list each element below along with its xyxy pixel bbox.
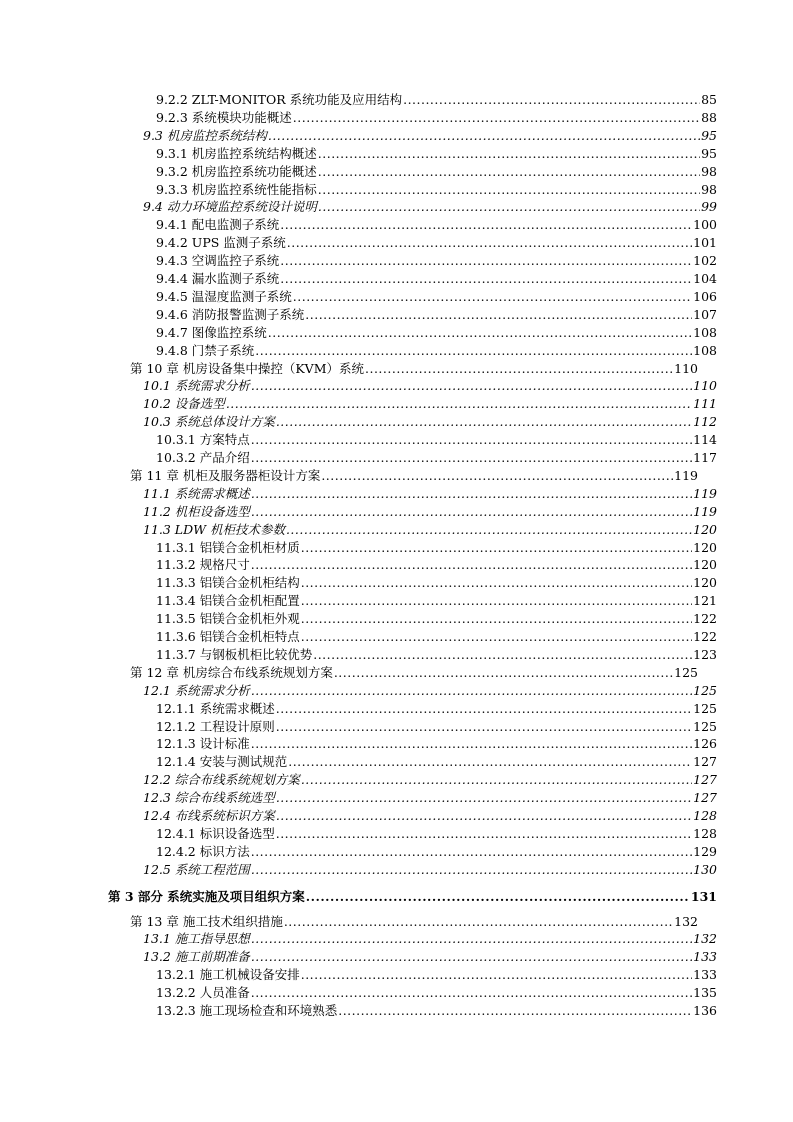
toc-entry-page: 104 bbox=[693, 271, 717, 286]
toc-leader-dots bbox=[251, 504, 692, 520]
toc-entry[interactable] bbox=[156, 985, 717, 1001]
toc-leader-dots bbox=[288, 754, 692, 770]
toc-entry[interactable] bbox=[130, 468, 698, 484]
toc-leader-dots bbox=[268, 128, 700, 144]
toc-leader-dots bbox=[313, 647, 692, 663]
toc-entry[interactable] bbox=[156, 271, 717, 287]
toc-entry[interactable] bbox=[156, 146, 717, 162]
toc-entry-title: 13.2.1 施工机械设备安排 bbox=[156, 967, 300, 983]
toc-entry-page: 119 bbox=[674, 467, 698, 483]
toc-entry-page: 127 bbox=[693, 754, 717, 770]
toc-leader-dots bbox=[301, 611, 692, 627]
toc-entry[interactable] bbox=[156, 307, 717, 323]
toc-entry-title: 10.3.2 产品介绍 bbox=[156, 450, 250, 465]
toc-entry-page: 110 bbox=[674, 360, 698, 376]
toc-entry[interactable] bbox=[156, 450, 717, 466]
toc-entry-page: 114 bbox=[693, 432, 717, 448]
toc-entry-page: 111 bbox=[693, 396, 717, 412]
toc-entry-title: 9.4.8 门禁子系统 bbox=[156, 342, 255, 358]
toc-leader-dots bbox=[251, 949, 692, 965]
toc-entry-title: 12.2 综合布线系统规划方案 bbox=[143, 772, 300, 788]
toc-entry[interactable] bbox=[156, 647, 717, 663]
toc-entry[interactable] bbox=[156, 253, 717, 269]
toc-leader-dots bbox=[251, 683, 692, 699]
toc-entry-title: 11.3.6 铝镁合金机柜特点 bbox=[156, 629, 300, 644]
toc-entry[interactable] bbox=[156, 575, 717, 591]
toc-entry[interactable] bbox=[156, 754, 717, 770]
toc-entry-page: 131 bbox=[690, 888, 717, 904]
toc-leader-dots bbox=[251, 844, 692, 860]
toc-leader-dots bbox=[251, 432, 692, 448]
toc-entry[interactable] bbox=[143, 931, 717, 947]
toc-entry-title: 12.1.2 工程设计原则 bbox=[156, 718, 275, 734]
toc-entry-title: 9.3.1 机房监控系统结构概述 bbox=[156, 145, 317, 161]
toc-leader-dots bbox=[226, 396, 692, 412]
toc-leader-dots bbox=[251, 985, 692, 1001]
toc-entry[interactable] bbox=[143, 949, 717, 965]
toc-leader-dots bbox=[280, 253, 692, 269]
toc-entry-title: 12.1.4 安装与测试规范 bbox=[156, 754, 288, 770]
toc-leader-dots bbox=[251, 862, 692, 878]
toc-leader-dots bbox=[403, 92, 700, 108]
toc-entry[interactable] bbox=[130, 914, 698, 930]
toc-entry-page: 108 bbox=[693, 324, 717, 340]
toc-entry-title: 9.4.1 配电监测子系统 bbox=[156, 217, 280, 233]
toc-leader-dots bbox=[284, 914, 673, 930]
toc-entry[interactable] bbox=[130, 665, 698, 681]
toc-leader-dots bbox=[255, 343, 692, 359]
toc-leader-dots bbox=[338, 1003, 692, 1019]
toc-entry-page: 125 bbox=[674, 664, 698, 680]
toc-entry[interactable] bbox=[156, 736, 717, 752]
toc-entry[interactable] bbox=[156, 719, 717, 735]
toc-leader-dots bbox=[301, 629, 692, 645]
toc-entry-page: 121 bbox=[693, 593, 717, 609]
toc-entry-page: 128 bbox=[693, 808, 717, 823]
toc-entry-title: 9.2.2 ZLT-MONITOR 系统功能及应用结构 bbox=[156, 92, 403, 107]
toc-leader-dots bbox=[318, 146, 700, 162]
toc-entry-title: 12.4 布线系统标识方案 bbox=[143, 808, 275, 823]
toc-entry[interactable] bbox=[143, 414, 717, 430]
toc-entry-title: 12.1.3 设计标准 bbox=[156, 736, 250, 752]
toc-entry-page: 123 bbox=[693, 646, 717, 662]
toc-leader-dots bbox=[301, 575, 692, 591]
toc-entry-page: 133 bbox=[693, 967, 717, 983]
toc-entry[interactable] bbox=[156, 611, 717, 627]
toc-entry-title: 10.1 系统需求分析 bbox=[143, 378, 250, 394]
toc-entry-title: 9.4.3 空调监控子系统 bbox=[156, 253, 280, 269]
toc-entry-page: 125 bbox=[693, 700, 717, 716]
toc-entry-page: 95 bbox=[701, 145, 717, 161]
toc-entry-title: 9.4.7 图像监控系统 bbox=[156, 324, 267, 340]
toc-entry[interactable] bbox=[143, 862, 717, 878]
toc-entry-page: 119 bbox=[693, 503, 717, 519]
toc-entry-page: 120 bbox=[693, 539, 717, 555]
toc-leader-dots bbox=[301, 593, 692, 609]
toc-entry[interactable] bbox=[143, 128, 717, 144]
toc-entry-title: 第 13 章 施工技术组织措施 bbox=[130, 913, 283, 929]
toc-entry-page: 99 bbox=[701, 199, 717, 215]
toc-entry[interactable] bbox=[143, 486, 717, 502]
toc-entry[interactable] bbox=[143, 772, 717, 788]
toc-leader-dots bbox=[318, 164, 700, 180]
toc-entry-title: 11.3.3 铝镁合金机柜结构 bbox=[156, 575, 300, 591]
toc-entry-page: 95 bbox=[701, 127, 717, 143]
toc-entry[interactable] bbox=[156, 164, 717, 180]
toc-entry-title: 10.2 设备选型 bbox=[143, 396, 225, 412]
toc-leader-dots bbox=[276, 701, 692, 717]
toc-leader-dots bbox=[306, 889, 690, 905]
toc-entry-title: 12.3 综合布线系统选型 bbox=[143, 790, 275, 806]
toc-entry[interactable] bbox=[156, 1003, 717, 1019]
toc-entry-title: 9.4.5 温湿度监测子系统 bbox=[156, 288, 292, 304]
toc-leader-dots bbox=[251, 557, 692, 573]
toc-entry[interactable] bbox=[156, 844, 717, 860]
toc-entry[interactable] bbox=[156, 182, 717, 198]
toc-entry-page: 102 bbox=[693, 253, 717, 269]
toc-entry-page: 120 bbox=[693, 521, 717, 537]
toc-entry-page: 120 bbox=[693, 575, 717, 591]
toc-entry-page: 127 bbox=[693, 790, 717, 806]
toc-entry-page: 126 bbox=[693, 736, 717, 752]
toc-leader-dots bbox=[293, 110, 700, 126]
toc-leader-dots bbox=[251, 931, 692, 947]
toc-entry-page: 106 bbox=[693, 288, 717, 304]
toc-entry-title: 13.1 施工指导思想 bbox=[143, 931, 250, 947]
toc-entry-title: 12.5 系统工程范围 bbox=[143, 861, 250, 877]
toc-entry-page: 132 bbox=[674, 913, 698, 929]
toc-entry-title: 第 10 章 机房设备集中操控（KVM）系统 bbox=[130, 360, 364, 376]
toc-entry[interactable] bbox=[156, 701, 717, 717]
toc-entry-title: 第 11 章 机柜及服务器柜设计方案 bbox=[130, 467, 321, 483]
toc-leader-dots bbox=[251, 736, 692, 752]
toc-leader-dots bbox=[301, 967, 692, 983]
toc-entry[interactable] bbox=[143, 808, 717, 824]
toc-leader-dots bbox=[251, 450, 692, 466]
toc-entry-title: 12.1.1 系统需求概述 bbox=[156, 700, 275, 716]
toc-entry-title: 第 12 章 机房综合布线系统规划方案 bbox=[130, 664, 333, 680]
toc-entry[interactable] bbox=[156, 557, 717, 573]
toc-leader-dots bbox=[334, 665, 673, 681]
toc-entry-title: 第 3 部分 系统实施及项目组织方案 bbox=[108, 888, 305, 904]
toc-entry-title: 11.1 系统需求概述 bbox=[143, 485, 250, 501]
toc-entry-title: 9.4.2 UPS 监测子系统 bbox=[156, 235, 286, 251]
toc-leader-dots bbox=[318, 182, 700, 198]
toc-entry-title: 9.3 机房监控系统结构 bbox=[143, 127, 267, 143]
toc-entry[interactable] bbox=[143, 504, 717, 520]
toc-entry-page: 112 bbox=[693, 414, 717, 430]
toc-entry-page: 98 bbox=[701, 163, 717, 179]
toc-leader-dots bbox=[301, 772, 692, 788]
toc-entry[interactable] bbox=[156, 629, 717, 645]
toc-entry-title: 11.3.5 铝镁合金机柜外观 bbox=[156, 611, 300, 627]
toc-entry-title: 11.3 LDW 机柜技术参数 bbox=[143, 521, 285, 537]
toc-entry-page: 127 bbox=[693, 772, 717, 788]
toc-entry-title: 9.3.2 机房监控系统功能概述 bbox=[156, 163, 317, 179]
toc-leader-dots bbox=[305, 307, 692, 323]
toc-entry-title: 13.2.2 人员准备 bbox=[156, 985, 250, 1001]
toc-entry[interactable] bbox=[156, 235, 717, 251]
toc-entry[interactable] bbox=[156, 217, 717, 233]
toc-entry-page: 107 bbox=[693, 306, 717, 322]
toc-entry[interactable] bbox=[143, 378, 717, 394]
toc-entry-page: 119 bbox=[693, 485, 717, 501]
toc-leader-dots bbox=[286, 522, 692, 538]
toc-leader-dots bbox=[280, 217, 692, 233]
toc-entry-page: 135 bbox=[693, 985, 717, 1001]
toc-entry-title: 11.3.4 铝镁合金机柜配置 bbox=[156, 593, 300, 609]
toc-leader-dots bbox=[287, 235, 692, 251]
toc-entry[interactable] bbox=[156, 343, 717, 359]
toc-entry-page: 132 bbox=[693, 931, 717, 947]
toc-entry-title: 12.1 系统需求分析 bbox=[143, 682, 250, 698]
toc-leader-dots bbox=[280, 271, 692, 287]
toc-entry-page: 98 bbox=[701, 181, 717, 197]
toc-entry[interactable] bbox=[156, 967, 717, 983]
toc-entry[interactable] bbox=[143, 683, 717, 699]
toc-entry[interactable] bbox=[156, 540, 717, 556]
toc-entry-page: 125 bbox=[693, 682, 717, 698]
toc-entry-title: 9.2.3 系统模块功能概述 bbox=[156, 109, 292, 125]
toc-entry[interactable] bbox=[156, 92, 717, 108]
toc-leader-dots bbox=[365, 361, 673, 377]
toc-entry[interactable] bbox=[156, 432, 717, 448]
toc-leader-dots bbox=[251, 486, 692, 502]
toc-entry-title: 9.4.6 消防报警监测子系统 bbox=[156, 306, 305, 322]
toc-leader-dots bbox=[318, 199, 700, 215]
toc-leader-dots bbox=[276, 414, 692, 430]
toc-leader-dots bbox=[268, 325, 692, 341]
toc-entry-title: 9.4 动力环境监控系统设计说明 bbox=[143, 199, 317, 215]
toc-entry-page: 117 bbox=[693, 450, 717, 465]
toc-entry-title: 9.4.4 漏水监测子系统 bbox=[156, 271, 280, 286]
toc-entry-page: 120 bbox=[693, 557, 717, 573]
toc-entry[interactable] bbox=[156, 593, 717, 609]
toc-entry[interactable] bbox=[156, 325, 717, 341]
toc-entry-page: 122 bbox=[693, 611, 717, 627]
toc-entry-page: 100 bbox=[693, 217, 717, 233]
toc-entry-title: 10.3.1 方案特点 bbox=[156, 432, 250, 448]
toc-entry-title: 9.3.3 机房监控系统性能指标 bbox=[156, 181, 317, 197]
toc-leader-dots bbox=[301, 540, 692, 556]
toc-entry-title: 10.3 系统总体设计方案 bbox=[143, 414, 275, 430]
toc-entry-page: 130 bbox=[693, 861, 717, 877]
toc-leader-dots bbox=[276, 826, 692, 842]
toc-leader-dots bbox=[276, 790, 692, 806]
toc-entry-page: 88 bbox=[701, 109, 717, 125]
toc-entry-title: 12.4.2 标识方法 bbox=[156, 843, 250, 859]
toc-entry-page: 125 bbox=[693, 718, 717, 734]
toc-entry-page: 128 bbox=[693, 825, 717, 841]
toc-entry-title: 11.2 机柜设备选型 bbox=[143, 503, 250, 519]
toc-entry-page: 133 bbox=[693, 949, 717, 965]
toc-entry-page: 110 bbox=[693, 378, 717, 394]
toc-entry[interactable] bbox=[143, 199, 717, 215]
toc-leader-dots bbox=[293, 289, 692, 305]
toc-entry[interactable] bbox=[156, 110, 717, 126]
toc-entry-page: 85 bbox=[701, 92, 717, 107]
toc-entry[interactable] bbox=[108, 889, 717, 905]
toc-entry[interactable] bbox=[143, 522, 717, 538]
toc-leader-dots bbox=[251, 378, 692, 394]
toc-entry-page: 122 bbox=[693, 629, 717, 644]
toc-entry[interactable] bbox=[143, 790, 717, 806]
toc-entry[interactable] bbox=[130, 361, 698, 377]
toc-leader-dots bbox=[321, 468, 673, 484]
toc-entry-page: 101 bbox=[693, 235, 717, 251]
toc-entry-title: 13.2 施工前期准备 bbox=[143, 949, 250, 965]
toc-entry-title: 11.3.7 与钢板机柜比较优势 bbox=[156, 646, 313, 662]
toc-entry-title: 11.3.1 铝镁合金机柜材质 bbox=[156, 539, 300, 555]
toc-entry-page: 136 bbox=[693, 1003, 717, 1018]
toc-entry-page: 129 bbox=[693, 843, 717, 859]
toc-entry[interactable] bbox=[156, 289, 717, 305]
toc-entry[interactable] bbox=[143, 396, 717, 412]
toc-entry-title: 12.4.1 标识设备选型 bbox=[156, 825, 275, 841]
toc-entry-title: 13.2.3 施工现场检查和环境熟悉 bbox=[156, 1003, 338, 1018]
toc-entry-page: 108 bbox=[693, 342, 717, 358]
toc-leader-dots bbox=[276, 808, 692, 824]
toc-entry-title: 11.3.2 规格尺寸 bbox=[156, 557, 250, 573]
toc-entry[interactable] bbox=[156, 826, 717, 842]
toc-leader-dots bbox=[276, 719, 692, 735]
